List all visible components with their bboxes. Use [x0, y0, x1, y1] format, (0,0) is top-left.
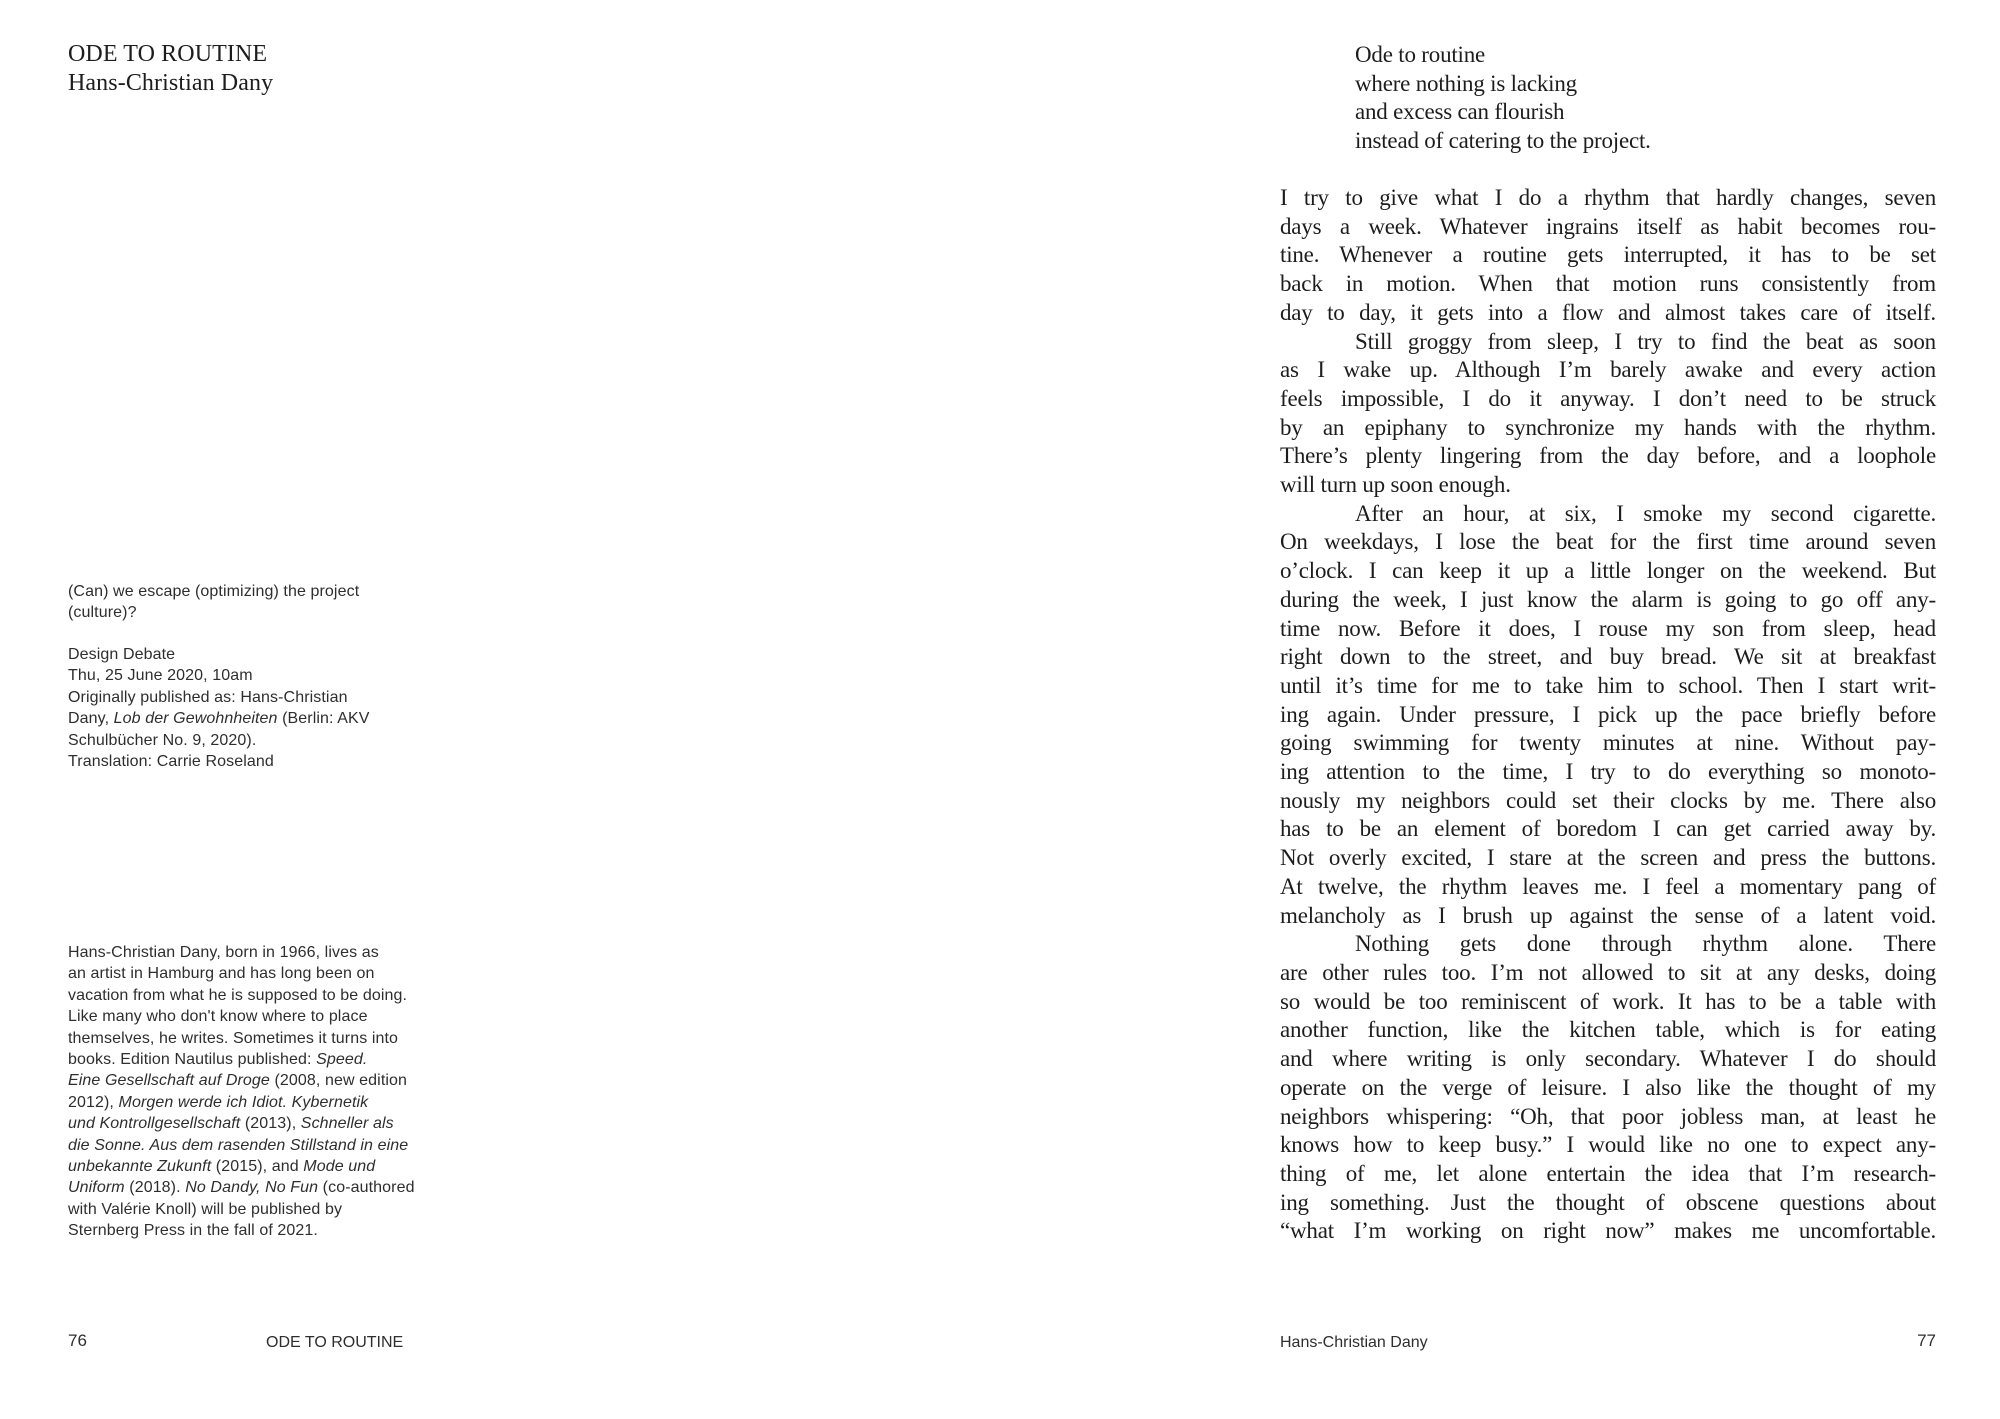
body-line: another function, like the kitchen table, which is for eating [1280, 1017, 1936, 1043]
body-line: as I wake up. Although I’m barely awake and every action [1280, 357, 1936, 383]
body-line: “what I’m working on right now” makes me uncomfortable. [1280, 1218, 1936, 1244]
body-line: Nothing gets done through rhythm alone. There [1355, 931, 1936, 957]
body-line: There’s plenty lingering from the day before, and a loophole [1280, 443, 1936, 469]
text-line: instead of catering to the project. [1355, 128, 1651, 154]
body-line: Not overly excited, I stare at the screen and press the buttons. [1280, 845, 1936, 871]
poem-epigraph [1355, 41, 1651, 156]
body-line: and where writing is only secondary. Whatever I do should [1280, 1046, 1936, 1072]
body-line: After an hour, at six, I smoke my second cigarette. [1355, 500, 1936, 526]
text-line: Originally published as: Hans-Christian [68, 688, 348, 706]
body-line: feels impossible, I do it anyway. I don’t need to be struck [1280, 385, 1936, 411]
text-line: und Kontrollgesellschaft (2013), Schneller als [68, 1115, 394, 1133]
text-line: Schulbücher No. 9, 2020). [68, 731, 257, 749]
text-line: die Sonne. Aus dem rasenden Stillstand in eine [68, 1136, 409, 1154]
body-line: knows how to keep busy.” I would like no one to expect any- [1280, 1132, 1936, 1158]
text-line: 2012), Morgen werde ich Idiot. Kybernetik [68, 1093, 369, 1111]
body-line: day to day, it gets into a flow and almost takes care of itself. [1280, 299, 1936, 325]
text-line: Eine Gesellschaft auf Droge (2008, new edition [68, 1072, 408, 1090]
body-line: going swimming for twenty minutes at nine. Without pay- [1280, 730, 1936, 756]
body-line: Still groggy from sleep, I try to find the beat as soon [1355, 328, 1936, 354]
author-bio-note [68, 942, 428, 1242]
body-line: thing of me, let alone entertain the idea that I’m research- [1280, 1160, 1936, 1186]
text-line: Translation: Carrie Roseland [68, 753, 274, 771]
text-line: and excess can flourish [1355, 99, 1565, 125]
text-line: Dany, Lob der Gewohnheiten (Berlin: AKV [68, 710, 370, 728]
article-title-block [68, 40, 273, 98]
body-line: operate on the verge of leisure. I also like the thought of my [1280, 1074, 1936, 1100]
essay-body [1280, 184, 1936, 1246]
body-line: by an epiphany to synchronize my hands with the rhythm. [1280, 414, 1936, 440]
body-line: so would be too reminiscent of work. It has to be a table with [1280, 988, 1936, 1014]
text-line: Uniform (2018). No Dandy, No Fun (co-authored [68, 1179, 415, 1197]
body-line: right down to the street, and buy bread. We sit at breakfast [1280, 644, 1936, 670]
body-line: On weekdays, I lose the beat for the first time around seven [1280, 529, 1936, 555]
running-title-left: ODE TO ROUTINE [266, 1334, 404, 1351]
publication-note [68, 644, 408, 772]
text-line: (culture)? [68, 604, 137, 622]
body-line: days a week. Whatever ingrains itself as habit becomes rou- [1280, 213, 1936, 239]
body-line: At twelve, the rhythm leaves me. I feel a momentary pang of [1280, 873, 1936, 899]
text-line: an artist in Hamburg and has long been on [68, 965, 375, 983]
text-line: Thu, 25 June 2020, 10am [68, 667, 253, 685]
body-line: until it’s time for me to take him to school. Then I start writ- [1280, 672, 1936, 698]
page-number-left: 76 [68, 1331, 87, 1350]
body-line: ing again. Under pressure, I pick up the pace briefly before [1280, 701, 1936, 727]
text-line: Sternberg Press in the fall of 2021. [68, 1222, 318, 1240]
body-line: ing attention to the time, I try to do everything so monoto- [1280, 759, 1936, 785]
running-author-right: Hans-Christian Dany [1280, 1334, 1428, 1351]
text-line: Like many who don't know where to place [68, 1008, 368, 1026]
body-line: time now. Before it does, I rouse my son from sleep, head [1280, 615, 1936, 641]
page-number-right: 77 [1917, 1331, 1936, 1350]
body-line: tine. Whenever a routine gets interrupted, it has to be set [1280, 242, 1936, 268]
body-line: back in motion. When that motion runs consistently from [1280, 271, 1936, 297]
body-line: nously my neighbors could set their clocks by me. There also [1280, 787, 1936, 813]
text-line: Hans-Christian Dany, born in 1966, lives as [68, 944, 379, 961]
body-line: will turn up soon enough. [1280, 472, 1511, 498]
text-line: vacation from what he is supposed to be doing. [68, 986, 408, 1004]
text-line: (Can) we escape (optimizing) the project [68, 583, 360, 600]
text-line: with Valérie Knoll) will be published by [68, 1200, 343, 1218]
body-line: ing something. Just the thought of obscene questions about [1280, 1189, 1936, 1215]
body-line: melancholy as I brush up against the sense of a latent void. [1280, 902, 1936, 928]
text-line: where nothing is lacking [1355, 70, 1577, 96]
body-line: neighbors whispering: “Oh, that poor jobless man, at least he [1280, 1103, 1936, 1129]
text-line: books. Edition Nautilus published: Speed. [68, 1051, 368, 1069]
body-line: are other rules too. I’m not allowed to sit at any desks, doing [1280, 959, 1936, 985]
body-line: o’clock. I can keep it up a little longer on the weekend. But [1280, 558, 1936, 584]
text-line: unbekannte Zukunft (2015), and Mode und [68, 1158, 376, 1176]
text-line: themselves, he writes. Sometimes it turns into [68, 1029, 399, 1047]
article-title: ODE TO ROUTINE [68, 41, 268, 67]
event-question-note [68, 581, 408, 624]
text-line: Ode to routine [1355, 42, 1486, 67]
article-author: Hans-Christian Dany [68, 69, 274, 96]
body-line: during the week, I just know the alarm is going to go off any- [1280, 586, 1936, 612]
body-line: has to be an element of boredom I can get carried away by. [1280, 816, 1936, 842]
body-line: I try to give what I do a rhythm that hardly changes, seven [1280, 185, 1936, 210]
text-line: Design Debate [68, 646, 176, 663]
